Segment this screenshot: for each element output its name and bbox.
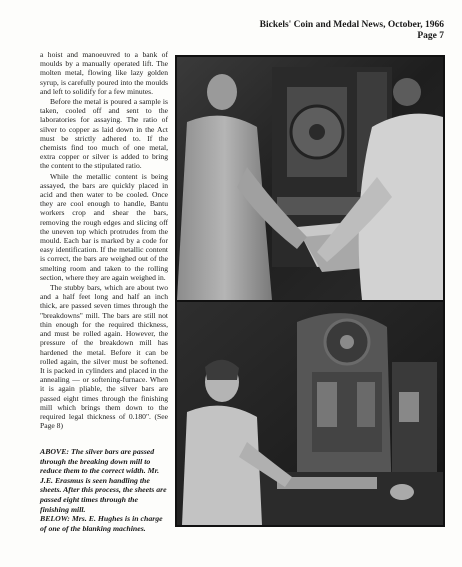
photo-frame <box>175 55 445 527</box>
article-paragraph: Before the metal is poured a sample is taken, cooled off and sent to the laboratories for assaying. The ratio of silver to copper as laid down in the Act must be strictly adhered to. If the chemists find too much of one metal, extra copper or silver is added to bring the content to the stipulated ratio. <box>40 97 168 171</box>
rolling-mill-image <box>177 57 443 300</box>
photo-rolling-mill <box>177 57 443 300</box>
photo-caption <box>40 447 168 533</box>
caption-below: BELOW: Mrs. E. Hughes is in charge of one of the blanking machines. <box>40 514 163 533</box>
article-paragraph: a hoist and manoeuvred to a bank of moulds by a manually operated lift. The molten metal, flowing like lazy golden syrup, is carefully poured into the moulds and left to solidify for a few minutes. <box>40 50 168 96</box>
article-body <box>40 50 168 431</box>
photo-blanking-machine <box>177 302 443 525</box>
publication-title: Bickels' Coin and Medal News, October, 1966 <box>259 20 444 30</box>
caption-above: ABOVE: The silver bars are passed through the breaking down mill to reduce them to the correct width. Mr. J.E. Erasmus is seen handling the sheets. After this process, the sheets are passed eight times through the finishing mill. <box>40 447 167 514</box>
article-paragraph: While the metallic content is being assayed, the bars are quickly placed in acid and then water to be cooled. Once they are cool enough to handle, Bantu workers crop and shear the bars, removing the rough edges and slicing off the uneven top which protrudes from the mould. Each bar is marked by a code for easy identification. If the metallic content is correct, the bars are weighed out of the smelting room and taken to the rolling section, where they are again weighed in. <box>40 171 168 282</box>
blanking-machine-image <box>177 302 443 525</box>
article-paragraph: The stubby bars, which are about two and a half feet long and half an inch thick, are passed seven times through the "breakdowns" mill. The bars are still not thin enough for the required thickness, and must be rolled again. However, the pressure of the breakdown mill has hardened the metal. Before it can be rolled again, the silver must be softened. It is packed in cylinders and placed in the annealing — or softening-furnace. When it is again pliable, the silver bars are passed eight times through the finishing mill which brings them down to the required legal thickness of 0.180". (See Page 8) <box>40 283 168 431</box>
page-number: Page 7 <box>417 31 444 41</box>
page-header <box>260 20 444 42</box>
